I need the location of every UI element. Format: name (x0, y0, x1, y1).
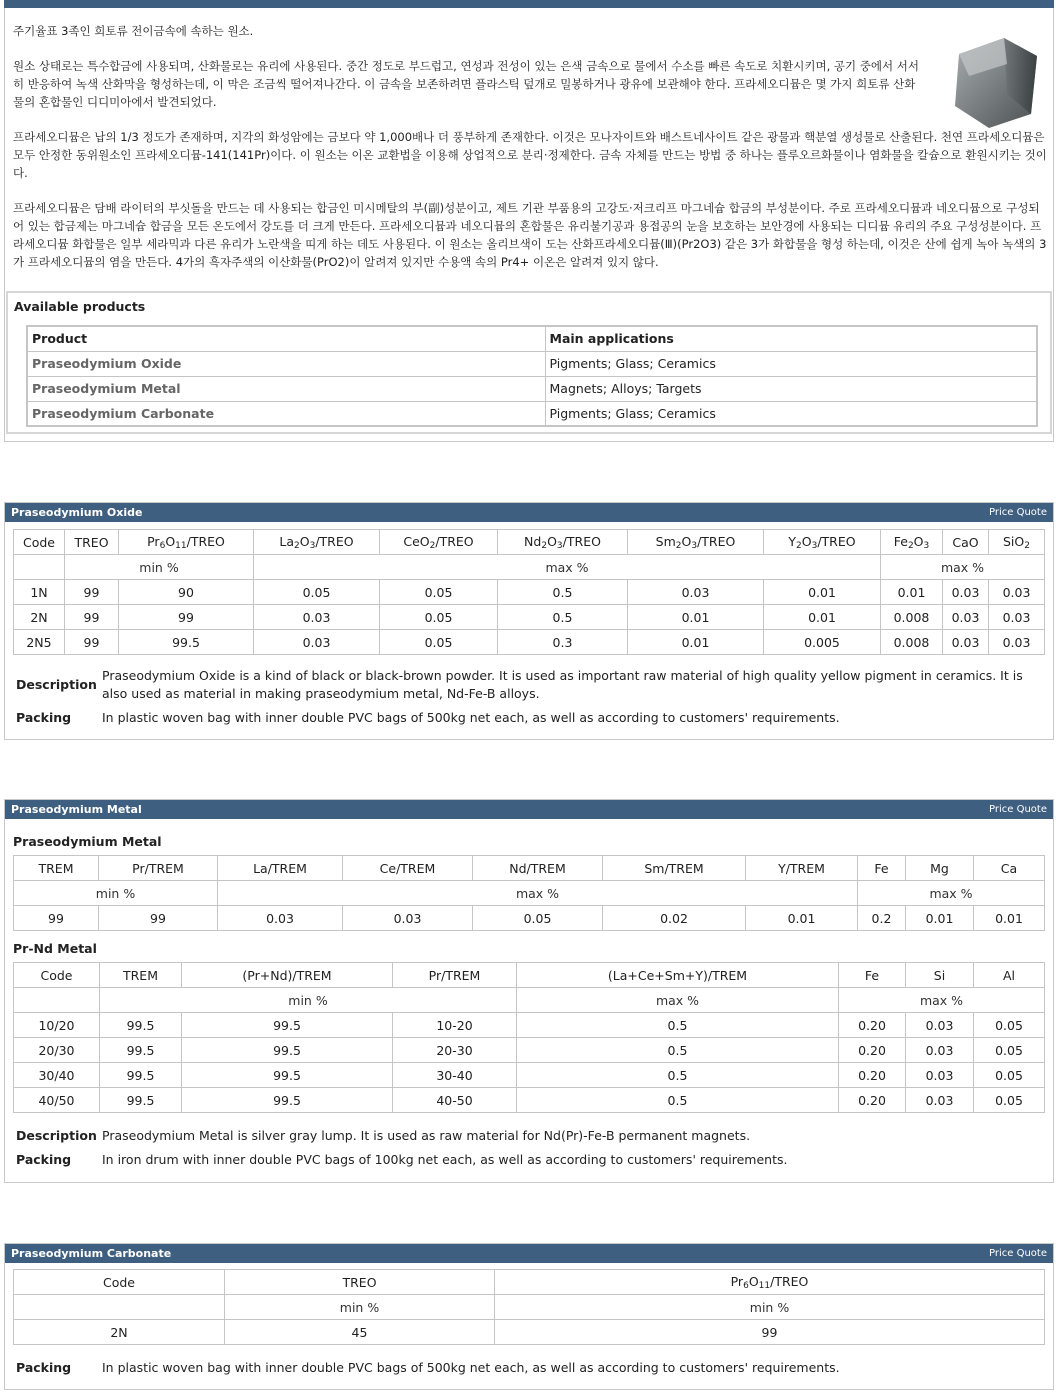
table-cell: 10/20 (14, 1013, 100, 1038)
column-header: (Pr+Nd)/TREM (182, 963, 393, 988)
table-cell: 0.2 (858, 906, 906, 931)
packing-row (5, 1359, 1053, 1377)
table-row[interactable] (27, 376, 1037, 401)
column-header: $Pr_6O_{11}$/TREO (495, 1270, 1045, 1295)
table-cell: Magnets; Alloys; Targets (545, 376, 1037, 401)
intro-paragraph: 원소 상태로는 특수합금에 사용되며, 산화물로는 유리에 사용된다. 중간 정도로 부드럽고, 연성과 전성이 있는 은색 금속으로 물에서 수소를 빠른 속도로 치환시키며, 공기 중에서 서서히 반응하여 녹색 산화막을 형성하는데, 이 막은 조금씩 떨어져나간다. 이 금속을 보존하려면 플라스틱 덮개로 밀봉하거나 광유에 보관해야 한다. 프라세오디뮴은 몇 가지 희토류 산화물의 혼합물인 디디미아에서 발견되었다. (13, 59, 919, 109)
unit-cell: max % (218, 881, 858, 906)
table-cell: Pigments; Glass; Ceramics (545, 401, 1037, 426)
table-row (14, 1063, 1045, 1088)
table-cell: 99.5 (182, 1063, 393, 1088)
table-cell: 0.05 (380, 605, 498, 630)
table-cell: 0.03 (906, 1013, 974, 1038)
column-header: $La_2O_3$/TREO (254, 530, 380, 555)
table-cell: 0.20 (839, 1038, 906, 1063)
column-header: Si (906, 963, 974, 988)
table-cell: 0.5 (498, 605, 628, 630)
metal-subtitle: Praseodymium Metal (13, 834, 162, 849)
table-cell: 0.03 (906, 1038, 974, 1063)
table-row (14, 906, 1045, 931)
table-cell: 0.01 (974, 906, 1045, 931)
column-header: TREM (14, 856, 99, 881)
unit-cell: min % (14, 881, 218, 906)
table-cell: 0.03 (989, 605, 1045, 630)
table-cell: 20/30 (14, 1038, 100, 1063)
table-cell: 0.05 (380, 580, 498, 605)
table-cell: 0.3 (498, 630, 628, 655)
table-cell: 99.5 (182, 1038, 393, 1063)
price-quote-link[interactable]: Price Quote (989, 507, 1047, 518)
table-cell: 0.03 (254, 630, 380, 655)
column-header: TREO (225, 1270, 495, 1295)
intro-header-bar (4, 0, 1054, 8)
table-cell: 0.5 (498, 580, 628, 605)
intro-text (13, 22, 1049, 288)
table-cell: 40/50 (14, 1088, 100, 1113)
section-title: Praseodymium Metal (11, 803, 142, 816)
column-header: Ca (974, 856, 1045, 881)
table-cell: 0.20 (839, 1013, 906, 1038)
table-cell: 99 (99, 906, 218, 931)
table-cell: 0.01 (906, 906, 974, 931)
intro-paragraph: 프라세오디뮴은 납의 1/3 정도가 존재하며, 지각의 화성암에는 금보다 약 1,000배나 더 풍부하게 존재한다. 이것은 모나자이트와 배스트네사이트 같은 광물과 핵분열 생성물로 산출된다. 천연 프라세오디뮴은 모두 안정한 동위원소인 프라세오디뮴-141(141Pr)이다. 이 원소는 이온 교환법을 이용해 상업적으로 분리·정제한다. 금속 자체를 만드는 방법 중 하나는 플루오르화물이나 염화물을 칼슘으로 환원시키는 것이다. (13, 130, 1047, 180)
carbonate-spec-table (13, 1269, 1045, 1345)
table-cell: 0.05 (473, 906, 603, 931)
product-link[interactable]: Praseodymium Oxide (27, 351, 545, 376)
table-cell: 2N (14, 605, 65, 630)
table-cell: 99.5 (119, 630, 254, 655)
column-header: Nd/TREM (473, 856, 603, 881)
packing-text: In plastic woven bag with inner double PVC bags of 500kg net each, as well as according to customers' requirements. (102, 710, 840, 725)
table-cell: 0.03 (906, 1063, 974, 1088)
table-cell: 0.5 (517, 1013, 839, 1038)
table-cell: 0.03 (218, 906, 343, 931)
metal-header (5, 800, 1053, 819)
table-cell: 0.01 (628, 605, 764, 630)
table-cell: 2N5 (14, 630, 65, 655)
praseodymium-sample-image (949, 34, 1041, 130)
packing-row (5, 709, 1053, 727)
table-cell: 99.5 (182, 1013, 393, 1038)
table-cell: 99.5 (182, 1088, 393, 1113)
description-row (5, 1127, 1053, 1145)
table-cell: 99 (65, 630, 119, 655)
table-cell: 0.05 (380, 630, 498, 655)
table-cell: 0.05 (974, 1013, 1045, 1038)
table-cell: 0.01 (764, 605, 881, 630)
column-header: La/TREM (218, 856, 343, 881)
product-link[interactable]: Praseodymium Metal (27, 376, 545, 401)
table-row (14, 1088, 1045, 1113)
table-cell: 30/40 (14, 1063, 100, 1088)
packing-text: In iron drum with inner double PVC bags of 100kg net each, as well as according to customers' requirements. (102, 1152, 788, 1167)
unit-cell: max % (881, 555, 1045, 580)
column-header: $Pr_6O_{11}$/TREO (119, 530, 254, 555)
table-cell: 0.03 (628, 580, 764, 605)
table-cell: 0.5 (517, 1088, 839, 1113)
unit-cell (14, 988, 100, 1013)
table-cell: 0.03 (943, 630, 989, 655)
table-cell: 0.01 (628, 630, 764, 655)
table-cell: 20-30 (393, 1038, 517, 1063)
column-header: Code (14, 963, 100, 988)
table-cell: 99 (14, 906, 99, 931)
column-header: Product (27, 326, 545, 351)
unit-cell (14, 555, 65, 580)
intro-paragraph: 프라세오디뮴은 담배 라이터의 부싯돌을 만드는 데 사용되는 합금인 미시메탈의 부(副)성분이고, 제트 기관 부품용의 고강도·저크리프 마그네슘 합금의 부성분이다. 주로 프라세오디뮴과 네오디뮴으로 구성되어 있는 합금제는 마그네슘 합금을 모든 온도에서 강도를 더 크게 만든다. 프라세오디뮴과 네오디뮴의 혼합물은 유리불기공과 용접공의 눈을 보호하는 보안경에 사용되는 디디뮴 유리의 주요 구성성분이다. 프라세오디뮴 화합물은 일부 세라믹과 다른 유리가 노란색을 띠게 하는 데도 사용된다. 이 원소는 올리브색이 도는 산화프라세오디뮴(Ⅲ)(Pr2O3) 같은 3가 화합물을 형성 하는데, 이것은 산에 쉽게 녹아 녹색의 3가 프라세오디뮴의 염을 만든다. 4가의 흑자주색의 이산화물(PrO2)이 알려져 있지만 수용액 속의 Pr4+ 이온은 알려져 있지 않다. (13, 201, 1047, 269)
table-cell: 0.01 (881, 580, 943, 605)
column-header: Pr/TREM (393, 963, 517, 988)
column-header: Y/TREM (746, 856, 858, 881)
metal-panel (4, 799, 1054, 1183)
table-cell: 99.5 (100, 1063, 182, 1088)
column-header: Al (974, 963, 1045, 988)
column-header: SiO$_2$ (989, 530, 1045, 555)
table-cell: 2N (14, 1320, 225, 1345)
table-cell: 0.05 (254, 580, 380, 605)
carbonate-header (5, 1244, 1053, 1263)
column-header: Ce/TREM (343, 856, 473, 881)
unit-cell: max % (839, 988, 1045, 1013)
packing-text: In plastic woven bag with inner double PVC bags of 500kg net each, as well as according to customers' requirements. (102, 1360, 840, 1375)
table-cell: 99 (65, 580, 119, 605)
table-cell: 0.5 (517, 1063, 839, 1088)
table-cell: 99.5 (100, 1088, 182, 1113)
column-header: Main applications (545, 326, 1037, 351)
table-cell: 0.05 (974, 1088, 1045, 1113)
table-cell: 99.5 (100, 1013, 182, 1038)
table-cell: 0.05 (974, 1063, 1045, 1088)
table-cell: 0.008 (881, 630, 943, 655)
column-header: TREM (100, 963, 182, 988)
available-products-section (6, 291, 1052, 434)
unit-cell: max % (517, 988, 839, 1013)
table-row[interactable] (27, 401, 1037, 426)
table-cell: 0.20 (839, 1088, 906, 1113)
table-cell: 0.008 (881, 605, 943, 630)
table-cell: Pigments; Glass; Ceramics (545, 351, 1037, 376)
column-header: $Sm_2O_3$/TREO (628, 530, 764, 555)
column-header: CaO (943, 530, 989, 555)
column-header: $Fe_2O_3$ (881, 530, 943, 555)
table-cell: 1N (14, 580, 65, 605)
unit-cell: max % (858, 881, 1045, 906)
table-cell: 40-50 (393, 1088, 517, 1113)
column-header: Fe (858, 856, 906, 881)
table-cell: 0.03 (254, 605, 380, 630)
table-cell: 99.5 (100, 1038, 182, 1063)
description-label: Description (16, 1128, 97, 1143)
table-cell: 99 (119, 605, 254, 630)
table-cell: 0.03 (943, 605, 989, 630)
packing-label: Packing (16, 1360, 72, 1375)
table-cell: 0.03 (989, 630, 1045, 655)
description-row (5, 667, 1053, 703)
product-link[interactable]: Praseodymium Carbonate (27, 401, 545, 426)
table-cell: 0.01 (746, 906, 858, 931)
table-cell: 0.005 (764, 630, 881, 655)
available-products-table (26, 325, 1038, 427)
unit-cell: min % (225, 1295, 495, 1320)
section-title: Praseodymium Oxide (11, 506, 143, 519)
table-cell: 0.20 (839, 1063, 906, 1088)
description-text: Praseodymium Oxide is a kind of black or black-brown powder. It is used as important raw material of high quality yellow pigment in ceramics. It is also used as material in making praseodymium metal, Nd-Fe-B alloys. (102, 668, 1023, 701)
table-cell: 0.02 (603, 906, 746, 931)
table-row[interactable] (27, 351, 1037, 376)
table-cell: 0.03 (943, 580, 989, 605)
column-header: TREO (65, 530, 119, 555)
unit-cell: min % (65, 555, 254, 580)
oxide-spec-table (13, 529, 1045, 655)
prnd-subtitle: Pr-Nd Metal (13, 941, 97, 956)
table-cell: 0.03 (343, 906, 473, 931)
column-header: Code (14, 530, 65, 555)
table-cell: 0.01 (764, 580, 881, 605)
column-header: CeO$_2$/TREO (380, 530, 498, 555)
carbonate-panel (4, 1243, 1054, 1390)
table-row (14, 630, 1045, 655)
unit-cell: max % (254, 555, 881, 580)
packing-label: Packing (16, 710, 72, 725)
oxide-panel (4, 502, 1054, 740)
column-header: Fe (839, 963, 906, 988)
table-cell: 90 (119, 580, 254, 605)
unit-cell: min % (495, 1295, 1045, 1320)
column-header: Pr/TREM (99, 856, 218, 881)
price-quote-link[interactable]: Price Quote (989, 804, 1047, 815)
table-cell: 0.03 (906, 1088, 974, 1113)
table-cell: 0.5 (517, 1038, 839, 1063)
table-cell: 10-20 (393, 1013, 517, 1038)
prnd-metal-spec-table (13, 962, 1045, 1113)
oxide-header (5, 503, 1053, 522)
column-header: Sm/TREM (603, 856, 746, 881)
price-quote-link[interactable]: Price Quote (989, 1248, 1047, 1259)
description-label: Description (16, 677, 97, 692)
unit-cell (14, 1295, 225, 1320)
column-header: $Y_2O_3$/TREO (764, 530, 881, 555)
column-header: Mg (906, 856, 974, 881)
section-title: Praseodymium Carbonate (11, 1247, 172, 1260)
table-cell: 99 (495, 1320, 1045, 1345)
table-cell: 0.05 (974, 1038, 1045, 1063)
packing-row (5, 1151, 1053, 1169)
table-row (14, 1038, 1045, 1063)
available-products-title: Available products (14, 299, 146, 314)
table-row (14, 1320, 1045, 1345)
column-header: (La+Ce+Sm+Y)/TREM (517, 963, 839, 988)
column-header: Code (14, 1270, 225, 1295)
table-row (14, 605, 1045, 630)
table-cell: 0.03 (989, 580, 1045, 605)
unit-cell: min % (100, 988, 517, 1013)
table-row (14, 1013, 1045, 1038)
table-cell: 45 (225, 1320, 495, 1345)
pr-metal-spec-table (13, 855, 1045, 931)
column-header: $Nd_2O_3$/TREO (498, 530, 628, 555)
table-cell: 30-40 (393, 1063, 517, 1088)
table-row (14, 580, 1045, 605)
description-text: Praseodymium Metal is silver gray lump. It is used as raw material for Nd(Pr)-Fe-B permanent magnets. (102, 1128, 751, 1143)
intro-panel (4, 8, 1054, 442)
packing-label: Packing (16, 1152, 72, 1167)
table-cell: 99 (65, 605, 119, 630)
intro-paragraph: 주기율표 3족인 희토류 전이금속에 속하는 원소. (13, 24, 254, 38)
